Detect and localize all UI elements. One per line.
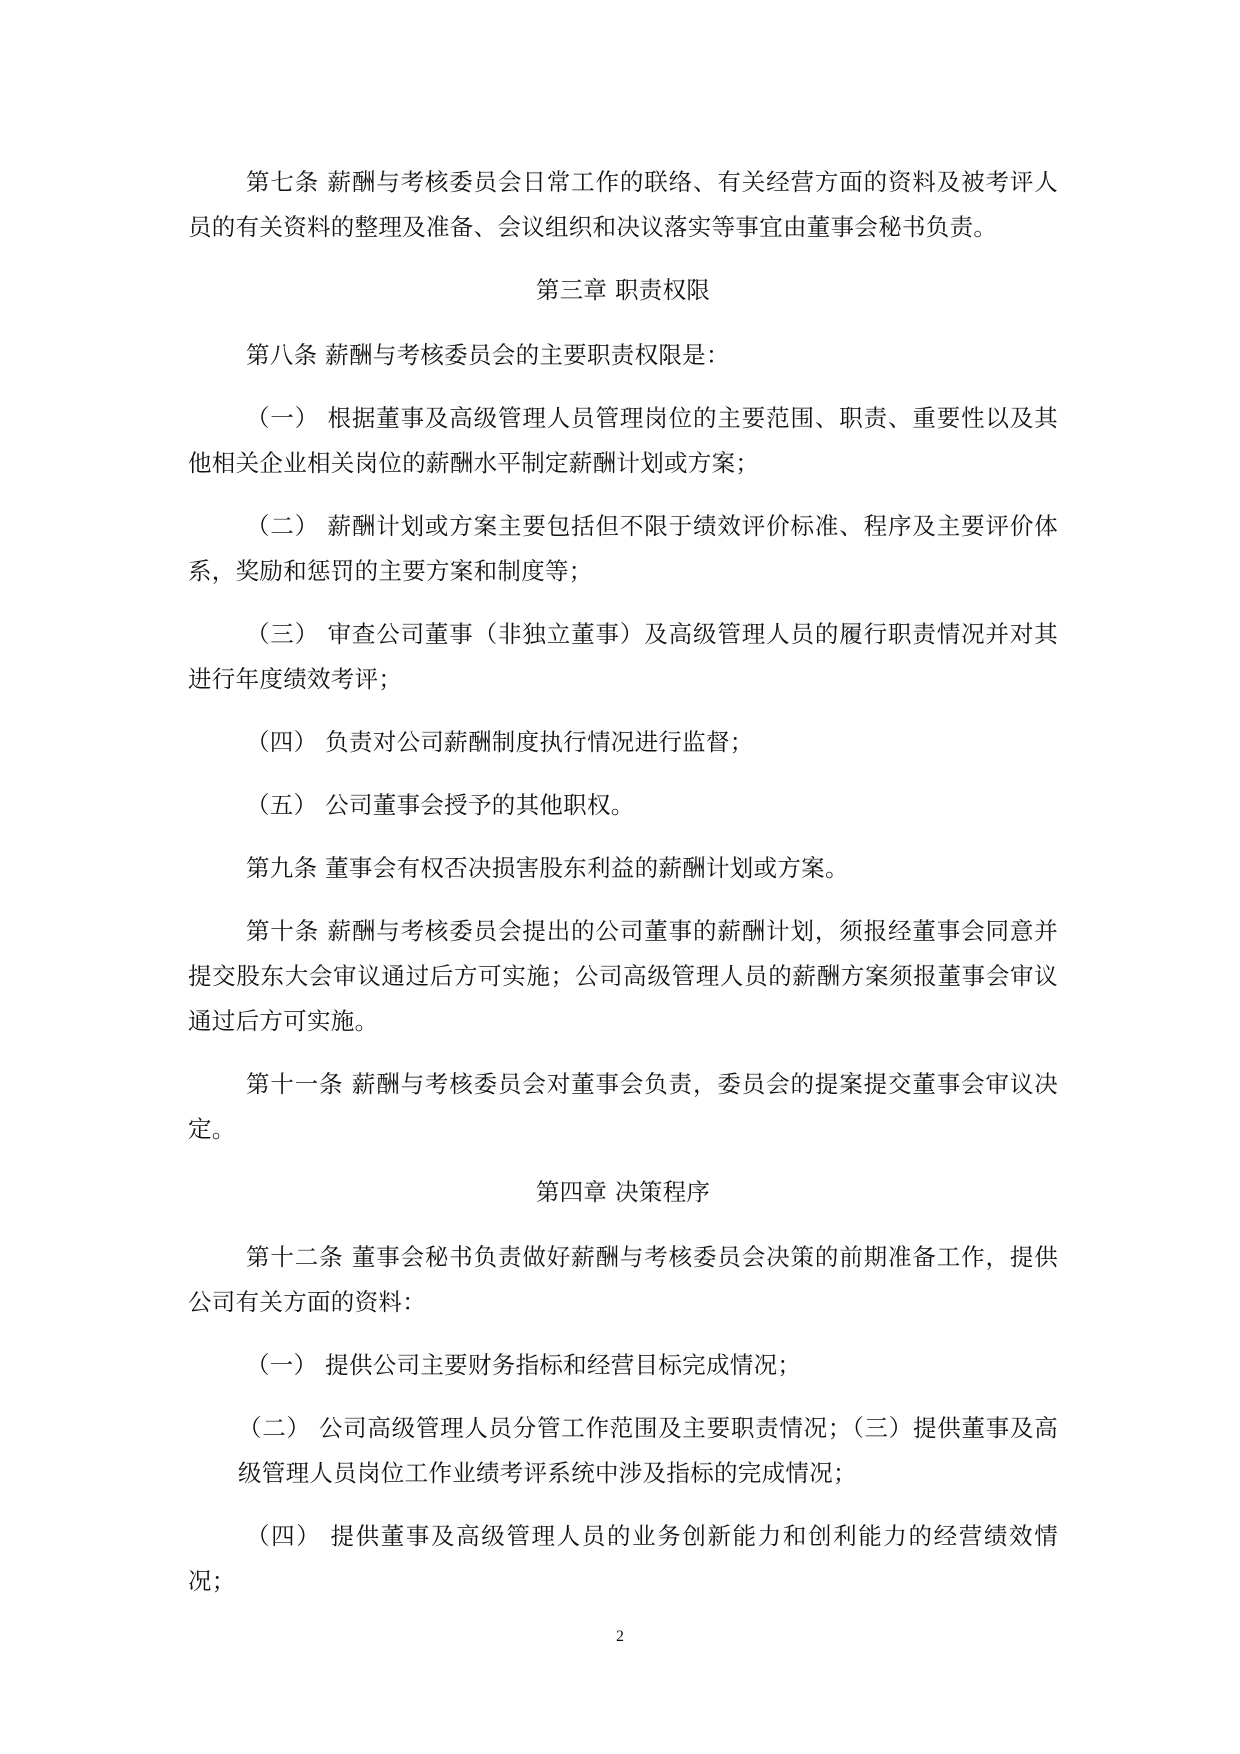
document-body <box>188 160 1058 1622</box>
article-9: 第九条 董事会有权否决损害股东利益的薪酬计划或方案。 <box>246 854 849 882</box>
article-8: 第八条 薪酬与考核委员会的主要职责权限是： <box>246 341 730 369</box>
chapter-3-heading: 第三章 职责权限 <box>535 276 711 304</box>
article-12-item-2-3: （二） 公司高级管理人员分管工作范围及主要职责情况；（三）提供董事及高级管理人员岗位工作业绩考评系统中涉及指标的完成情况； <box>238 1414 1058 1487</box>
article-8-item-4: （四） 负责对公司薪酬制度执行情况进行监督； <box>246 728 754 756</box>
chapter-4-heading: 第四章 决策程序 <box>535 1178 711 1206</box>
article-8-item-2: （二） 薪酬计划或方案主要包括但不限于绩效评价标准、程序及主要评价体系，奖励和惩罚的主要方案和制度等； <box>188 512 1058 585</box>
article-8-item-1: （一） 根据董事及高级管理人员管理岗位的主要范围、职责、重要性以及其他相关企业相关岗位的薪酬水平制定薪酬计划或方案； <box>188 404 1058 477</box>
article-10: 第十条 薪酬与考核委员会提出的公司董事的薪酬计划，须报经董事会同意并提交股东大会审议通过后方可实施；公司高级管理人员的薪酬方案须报董事会审议通过后方可实施。 <box>188 917 1058 1035</box>
page-number: 2 <box>616 1628 624 1645</box>
article-12-item-1: （一） 提供公司主要财务指标和经营目标完成情况； <box>246 1351 802 1379</box>
article-7: 第七条 薪酬与考核委员会日常工作的联络、有关经营方面的资料及被考评人员的有关资料的整理及准备、会议组织和决议落实等事宜由董事会秘书负责。 <box>188 168 1058 241</box>
article-11: 第十一条 薪酬与考核委员会对董事会负责，委员会的提案提交董事会审议决定。 <box>188 1070 1058 1143</box>
article-8-item-5: （五） 公司董事会授予的其他职权。 <box>246 791 635 819</box>
article-12-item-4: （四） 提供董事及高级管理人员的业务创新能力和创利能力的经营绩效情况； <box>188 1522 1058 1595</box>
article-8-item-3: （三） 审查公司董事（非独立董事）及高级管理人员的履行职责情况并对其进行年度绩效考评； <box>188 620 1058 693</box>
article-12: 第十二条 董事会秘书负责做好薪酬与考核委员会决策的前期准备工作，提供公司有关方面的资料： <box>188 1243 1058 1316</box>
